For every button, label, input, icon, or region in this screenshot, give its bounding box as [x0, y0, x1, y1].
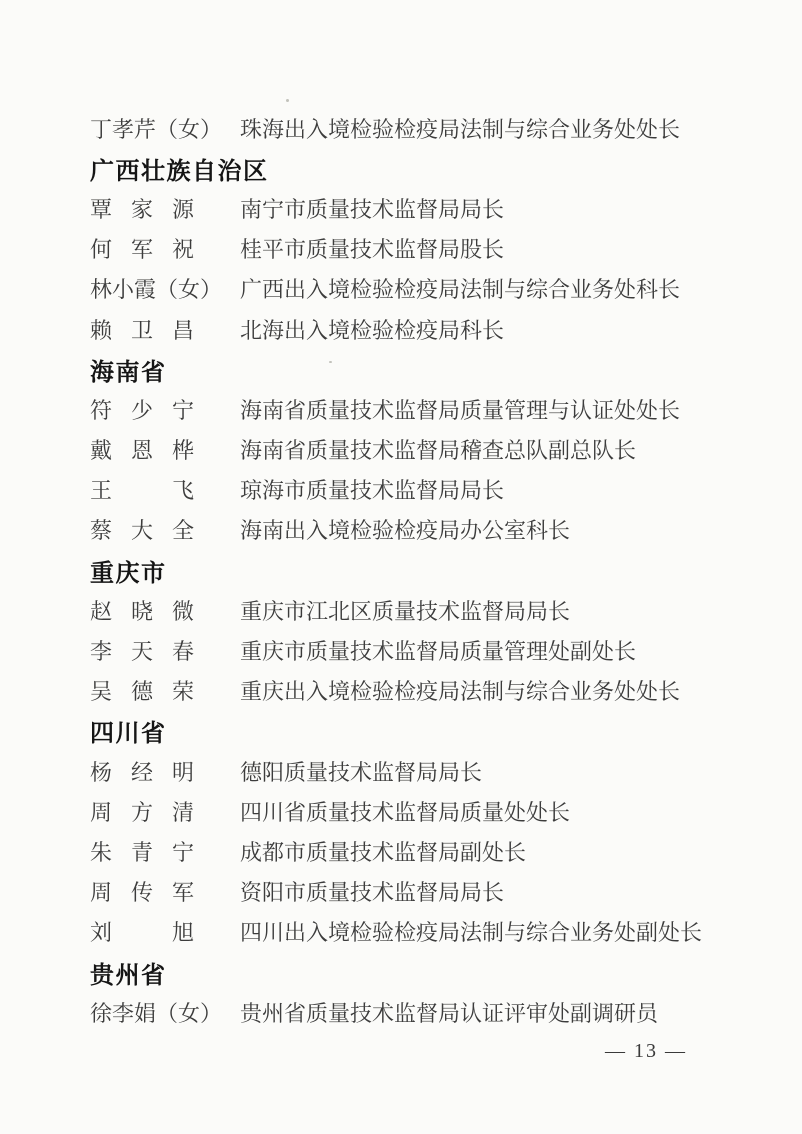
person-title: 贵州省质量技术监督局认证评审处副调研员: [240, 1000, 659, 1026]
scan-artifact: [286, 99, 289, 102]
person-name: [90, 796, 240, 827]
person-name: [90, 836, 240, 867]
award-entry: [0, 791, 802, 831]
person-name-text: 覃家源: [90, 196, 194, 222]
person-title: 南宁市质量技术监督局局长: [240, 196, 505, 222]
person-name-text: 吴德荣: [90, 679, 194, 705]
scan-artifact: [329, 361, 332, 363]
person-title: 重庆市质量技术监督局质量管理处副处长: [240, 639, 637, 665]
person-title: 重庆市江北区质量技术监督局局长: [240, 598, 571, 624]
section-header-label: 贵州省: [90, 961, 167, 989]
person-name-text: 何军祝: [90, 237, 194, 263]
person-name-text: 戴恩桦: [90, 438, 194, 464]
person-name-text: 符少宁: [90, 397, 194, 423]
person-title: 珠海出入境检验检疫局法制与综合业务处处长: [240, 116, 681, 142]
person-name: 徐李娟（女）: [90, 1000, 223, 1026]
person-name-text: 朱青宁: [90, 839, 194, 865]
award-entry: [0, 872, 802, 912]
person-title: 海南省质量技术监督局质量管理与认证处处长: [240, 397, 681, 423]
person-name: [90, 394, 240, 425]
person-title: 资阳市质量技术监督局局长: [240, 880, 505, 906]
award-entry: [0, 309, 802, 349]
award-entry: [0, 992, 802, 1032]
person-name-text: 周传军: [90, 880, 194, 906]
person-title: 德阳质量技术监督局局长: [240, 759, 483, 785]
person-title: 广西出入境检验检疫局法制与综合业务处科长: [240, 277, 681, 303]
section-header-label: 重庆市: [90, 559, 167, 587]
person-name-text: 赖卫昌: [90, 317, 194, 343]
award-list: [0, 108, 802, 1032]
person-name-text: 杨经明: [90, 759, 194, 785]
person-name: [90, 233, 240, 264]
person-title: 桂平市质量技术监督局股长: [240, 237, 505, 263]
person-title: 琼海市质量技术监督局局长: [240, 478, 505, 504]
person-name-text: 赵晓微: [90, 598, 194, 624]
award-entry: [0, 751, 802, 791]
person-name: [90, 595, 240, 626]
person-name: [90, 675, 240, 706]
page-number: — 13 —: [605, 1040, 687, 1062]
award-entry: [0, 229, 802, 269]
person-name: [90, 314, 240, 345]
person-name: [90, 916, 240, 947]
person-title: 重庆出入境检验检疫局法制与综合业务处处长: [240, 679, 681, 705]
person-name: [90, 434, 240, 465]
award-entry: [0, 671, 802, 711]
person-title: 成都市质量技术监督局副处长: [240, 839, 527, 865]
section-header-label: 海南省: [90, 358, 167, 386]
section-header-label: 四川省: [90, 720, 167, 748]
person-title: 四川出入境检验检疫局法制与综合业务处副处长: [240, 920, 703, 946]
person-name-text: 蔡大全: [90, 518, 194, 544]
person-name: [90, 514, 240, 545]
person-name-text: 刘 旭: [90, 920, 194, 946]
award-entry: [0, 912, 802, 952]
person-name: 林小霞（女）: [90, 277, 223, 303]
award-entry: [0, 188, 802, 228]
award-entry: [0, 108, 802, 148]
section-header-guangxi: [0, 148, 802, 188]
section-header-label: 广西壮族自治区: [90, 157, 269, 185]
person-name: [90, 474, 240, 505]
award-entry: [0, 831, 802, 871]
person-name: 丁孝芹（女）: [90, 116, 223, 142]
person-name: [90, 756, 240, 787]
award-entry: [0, 510, 802, 550]
award-entry: [0, 430, 802, 470]
person-name-text: 周方清: [90, 799, 194, 825]
award-entry: [0, 590, 802, 630]
person-name: [90, 876, 240, 907]
person-name: [90, 635, 240, 666]
person-name: [90, 193, 240, 224]
person-name-text: 李天春: [90, 639, 194, 665]
award-entry: [0, 389, 802, 429]
award-entry: [0, 470, 802, 510]
award-entry: [0, 630, 802, 670]
section-header-chongqing: [0, 550, 802, 590]
person-name-text: 王 飞: [90, 478, 194, 504]
person-title: 四川省质量技术监督局质量处处长: [240, 799, 571, 825]
section-header-sichuan: [0, 711, 802, 751]
section-header-guizhou: [0, 952, 802, 992]
person-title: 海南省质量技术监督局稽查总队副总队长: [240, 438, 637, 464]
person-title: 海南出入境检验检疫局办公室科长: [240, 518, 571, 544]
section-header-hainan: [0, 349, 802, 389]
person-title: 北海出入境检验检疫局科长: [240, 317, 505, 343]
award-entry: [0, 269, 802, 309]
